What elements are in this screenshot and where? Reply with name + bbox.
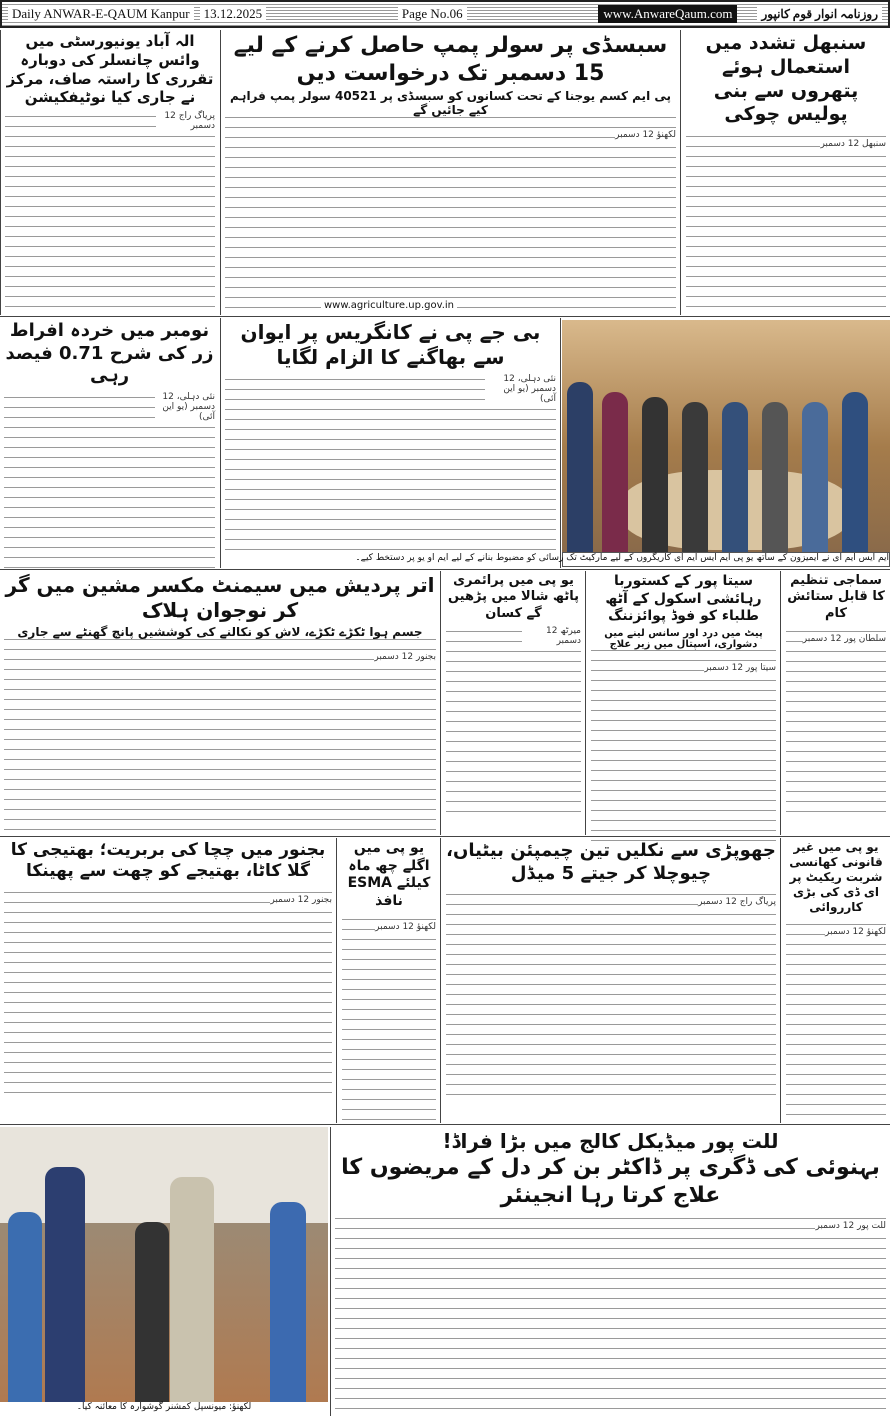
headline: سنبھل تشدد میں استعمال ہوئے پتھروں سے بنی پولیس چوکی <box>705 32 867 126</box>
meeting-photo-caption: ایم ایس ایم ای نے ایمیزون کے ساتھ یو پی ایم ایس ایم ای کاریگروں کے لیے مارکیٹ تک رسائی کو مضبوط بنانے کے لیے ایم او یو پر دستخط کیے۔ <box>562 552 890 567</box>
headline: یو پی میں اگلے چھ ماہ کیلئے ESMA نافذ <box>347 840 431 909</box>
dateline: پریاگ راج 12 دسمبر <box>156 111 215 131</box>
story-sambhal <box>682 30 890 315</box>
story-bijnor <box>0 838 337 1123</box>
dateline: لکھنؤ 12 دسمبر <box>375 922 436 932</box>
story-inflation <box>0 318 219 568</box>
story-esma <box>338 838 441 1123</box>
site-inspection-photo <box>0 1127 328 1402</box>
headline: بی جے پی نے کانگریس پر ایوان سے بھاگنے کا الزام لگایا <box>240 320 541 369</box>
headline: بہنوئی کی ڈگری پر ڈاکٹر بن کر دل کے مریضوں کا علاج کرتا رہا انجینئر <box>341 1155 880 1208</box>
subheadline: پی ایم کسم یوجنا کے تحت کسانوں کو سبسڈی پر 40521 سولر پمپ فراہم کیے جائیں گے <box>225 89 676 118</box>
headline: الہ آباد یونیورسٹی میں وائس چانسلر کی دوبارہ تقرری کا راستہ صاف، مرکز نے جاری کیا نوٹیفکیشن <box>6 32 214 107</box>
dateline: لکھنؤ 12 دسمبر <box>825 927 886 937</box>
story-allahabad <box>0 30 219 315</box>
website-link[interactable]: www.AnwareQaum.com <box>598 5 737 23</box>
kicker: للت پور میڈیکل کالج میں بڑا فراڈ! <box>442 1129 779 1153</box>
dateline: پریاگ راج 12 دسمبر <box>698 897 776 907</box>
story-cement-mixer <box>0 571 441 835</box>
dateline: سلطان پور 12 دسمبر <box>802 633 886 644</box>
website-reference[interactable]: www.agriculture.up.gov.in <box>321 300 457 312</box>
dateline: سنبھل 12 دسمبر <box>820 139 886 149</box>
masthead <box>0 0 890 28</box>
dateline: بجنور 12 دسمبر <box>374 652 436 662</box>
headline: سیتا پور کے کستوربا رہائشی اسکول کے آٹھ طلباء کو فوڈ پوائزننگ <box>605 573 762 624</box>
dateline: نئی دہلی، 12 دسمبر (یو این آئی) <box>155 392 215 422</box>
story-lalitpur <box>330 1127 890 1416</box>
headline: جھوپڑی سے نکلیں تین چیمپئن بیٹیاں، چیوچلا کر جیتے 5 میڈل <box>446 840 776 884</box>
headline: بجنور میں چچا کی بربریت؛ بھتیجی کا گلا کاٹا، بھتیجے کو چھت سے پھینکا <box>10 840 326 882</box>
subheadline: پیٹ میں درد اور سانس لینے میں دشواری، اسپتال میں زیر علاج <box>591 628 776 651</box>
story-solar <box>220 30 681 315</box>
subheadline: جسم ہوا ٹکڑے ٹکڑے، لاش کو نکالنے کی کوششیں پانچ گھنٹے سے جاری <box>4 625 436 640</box>
headline: سبسڈی پر سولر پمپ حاصل کرنے کے لیے 15 دسمبر تک درخواست دیں <box>233 33 668 86</box>
story-bjp <box>220 318 561 568</box>
story-social-org <box>782 571 890 835</box>
dateline: للت پور 12 دسمبر <box>815 1221 886 1231</box>
site-photo-caption: لکھنؤ: میونسپل کمشنر گوشوارہ کا معائنہ کیا۔ <box>0 1402 328 1416</box>
story-sitapur <box>587 571 781 835</box>
paper-name: Daily ANWAR-E-QAUM Kanpur <box>8 6 194 22</box>
dateline: سیتا پور 12 دسمبر <box>704 662 776 673</box>
dateline: میرٹھ 12 دسمبر <box>522 626 582 646</box>
story-cough-syrup <box>782 838 890 1123</box>
headline: سماجی تنظیم کا قابل ستائش کام <box>787 573 885 621</box>
headline: یو پی میں غیر قانونی کھانسی شربت ریکیٹ پر ای ڈی کی بڑی کارروائی <box>789 840 883 914</box>
dateline: لکھنؤ 12 دسمبر <box>615 130 676 140</box>
headline: اتر پردیش میں سیمنٹ مکسر مشین میں گر کر نوجوان ہلاک <box>5 573 435 622</box>
headline: یو پی میں پرائمری پاٹھ شالا میں پڑھیں گے کسان <box>447 573 580 621</box>
page-number: Page No.06 <box>398 6 467 22</box>
meeting-photo <box>562 320 890 552</box>
story-champion-daughters <box>442 838 781 1123</box>
dateline: بجنور 12 دسمبر <box>270 894 332 905</box>
story-primary-school <box>442 571 586 835</box>
headline: نومبر میں خردہ افراط زر کی شرح 0.71 فیصد رہی <box>5 320 214 386</box>
issue-date: 13.12.2025 <box>200 6 267 22</box>
urdu-title: روزنامہ انوار قوم کانپور <box>757 7 882 22</box>
dateline: نئی دہلی، 12 دسمبر (یو این آئی) <box>485 374 556 404</box>
